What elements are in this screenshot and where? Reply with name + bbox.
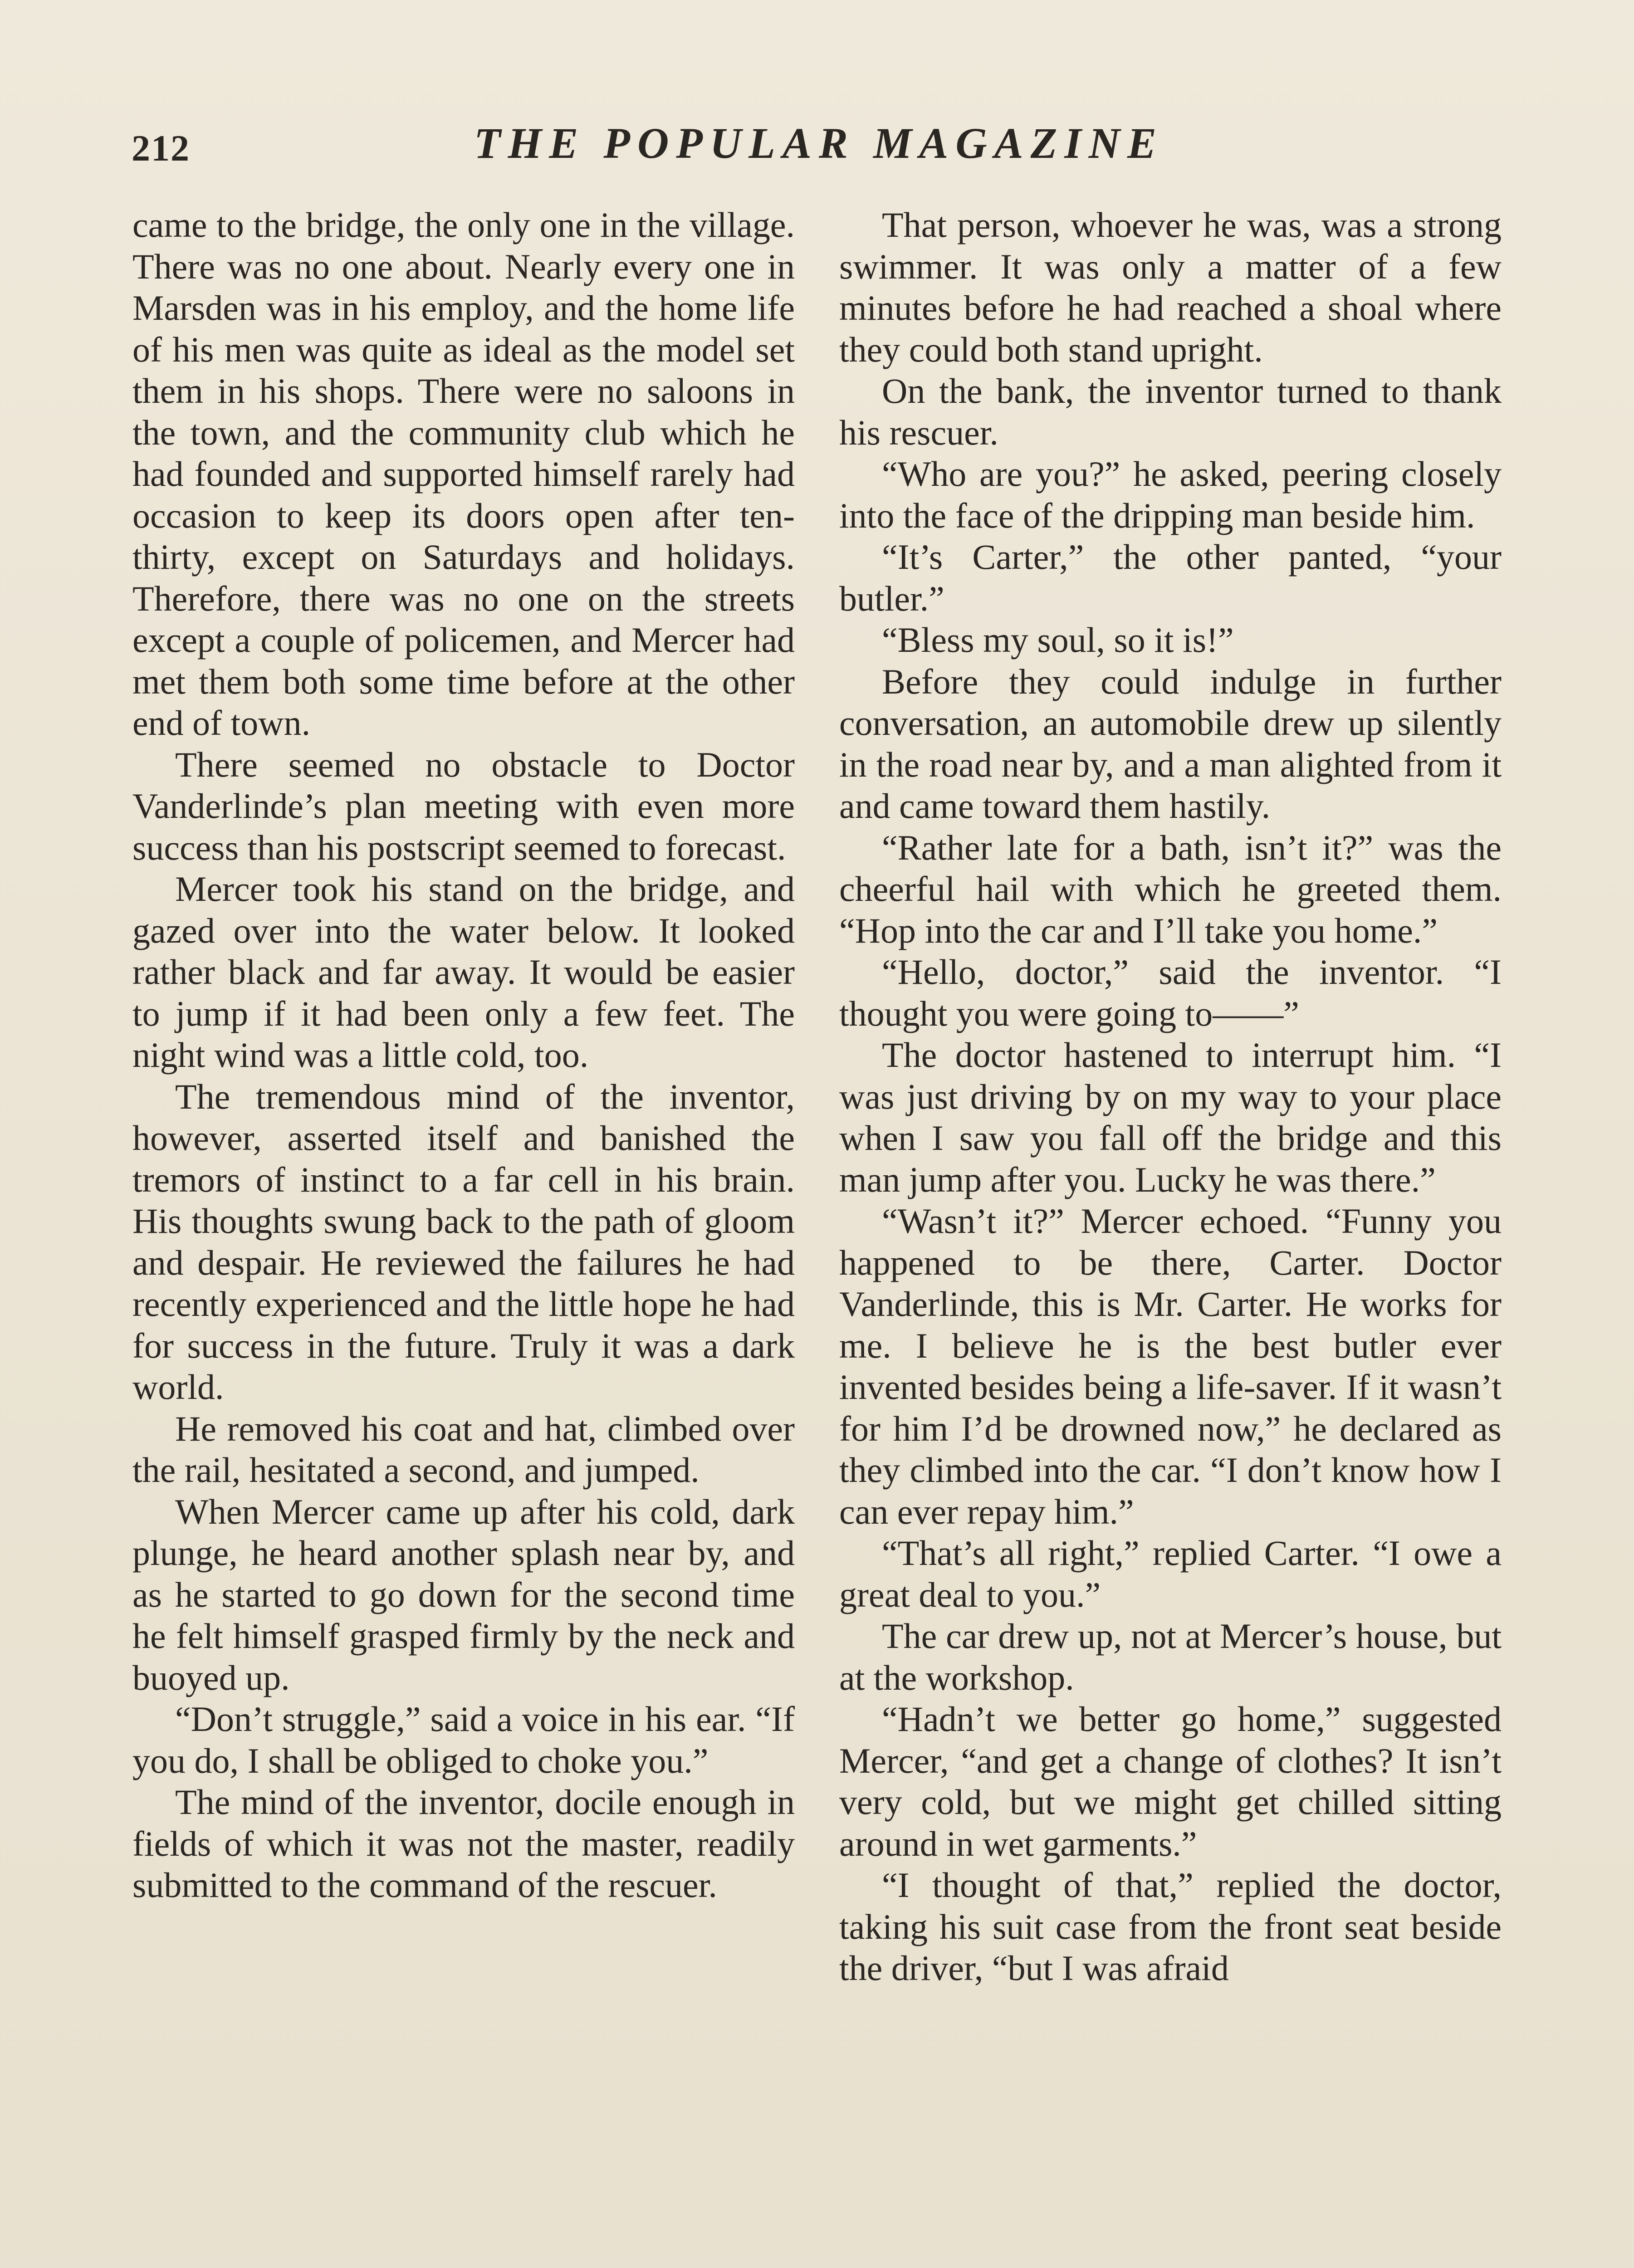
paragraph: The doctor hastened to interrupt him. “I was just driving by on my way to your place when I saw you fall off the bridge and this man jump after you. Lucky he was there.”: [839, 1035, 1502, 1199]
paragraph: “Bless my soul, so it is!”: [882, 620, 1234, 660]
paragraph: “I thought of that,” replied the doctor, taking his suit case from the front seat beside the driver, “but I was afraid: [839, 1865, 1502, 1988]
paragraph: Before they could indulge in further conversation, an automobile drew up silently in the road near by, and a man alighted from it and came toward them hastily.: [839, 661, 1502, 826]
paragraph: “Wasn’t it?” Mercer echoed. “Funny you happened to be there, Carter. Doctor Vanderlinde, this is Mr. Carter. He works for me. I believe he is the best butler ever invented besides being a life-saver. If it wasn’t for him I’d be drowned now,” he declared as they climbed into the car. “I don’t know how I can ever repay him.”: [839, 1201, 1502, 1531]
paragraph: That person, whoever he was, was a strong swimmer. It was only a matter of a few minutes before he had reached a shoal where they could both stand upright.: [839, 205, 1502, 369]
paragraph: “Rather late for a bath, isn’t it?” was the cheerful hail with which he greeted them. “Hop into the car and I’ll take you home.”: [839, 827, 1502, 950]
paragraph: There seemed no obstacle to Doctor Vanderlinde’s plan meeting with even more success than his postscript seemed to forecast.: [132, 744, 795, 867]
paragraph: “Hadn’t we better go home,” suggested Mercer, “and get a change of clothes? It isn’t very cold, but we might get chilled sitting around in wet garments.”: [839, 1699, 1502, 1863]
paragraph: came to the bridge, the only one in the village. There was no one about. Nearly every one in Marsden was in his employ, and the home life of his men was quite as ideal as the model set them in his shops. There were no saloons in the town, and the community club which he had founded and supported himself rarely had occasion to keep its doors open after ten-thirty, except on Saturdays and holidays. Therefore, there was no one on the streets except a couple of policemen, and Mercer had met them both some time before at the other end of town.: [132, 205, 795, 743]
paragraph: “Hello, doctor,” said the inventor. “I thought you were going to——”: [839, 952, 1502, 1033]
left-column: [132, 204, 795, 1906]
paragraph: “It’s Carter,” the other panted, “your butler.”: [839, 537, 1502, 618]
right-column: [839, 204, 1502, 1989]
paragraph: He removed his coat and hat, climbed over the rail, hesitated a second, and jumped.: [132, 1408, 795, 1490]
paragraph: The tremendous mind of the inventor, however, asserted itself and banished the tremors of instinct to a far cell in his brain. His thoughts swung back to the path of gloom and despair. He reviewed the failures he had recently experienced and the little hope he had for success in the future. Truly it was a dark world.: [132, 1076, 795, 1407]
paragraph: On the bank, the inventor turned to thank his rescuer.: [839, 371, 1502, 452]
paragraph: “Who are you?” he asked, peering closely into the face of the dripping man beside him.: [839, 454, 1502, 535]
paragraph: The mind of the inventor, docile enough in fields of which it was not the master, readily submitted to the command of the rescuer.: [132, 1782, 795, 1905]
paragraph: Mercer took his stand on the bridge, and gazed over into the water below. It looked rather black and far away. It would be easier to jump if it had been only a few feet. The night wind was a little cold, too.: [132, 869, 795, 1075]
paragraph: When Mercer came up after his cold, dark plunge, he heard another splash near by, and as he started to go down for the second time he felt himself grasped firmly by the neck and buoyed up.: [132, 1491, 795, 1697]
paragraph: The car drew up, not at Mercer’s house, but at the workshop.: [839, 1616, 1502, 1697]
paragraph: “That’s all right,” replied Carter. “I owe a great deal to you.”: [839, 1533, 1502, 1614]
paragraph: “Don’t struggle,” said a voice in his ear. “If you do, I shall be obliged to choke you.”: [132, 1699, 795, 1780]
page-header: [132, 118, 1506, 177]
magazine-title: THE POPULAR MAGAZINE: [474, 119, 1164, 167]
page-number: 212: [132, 127, 190, 169]
